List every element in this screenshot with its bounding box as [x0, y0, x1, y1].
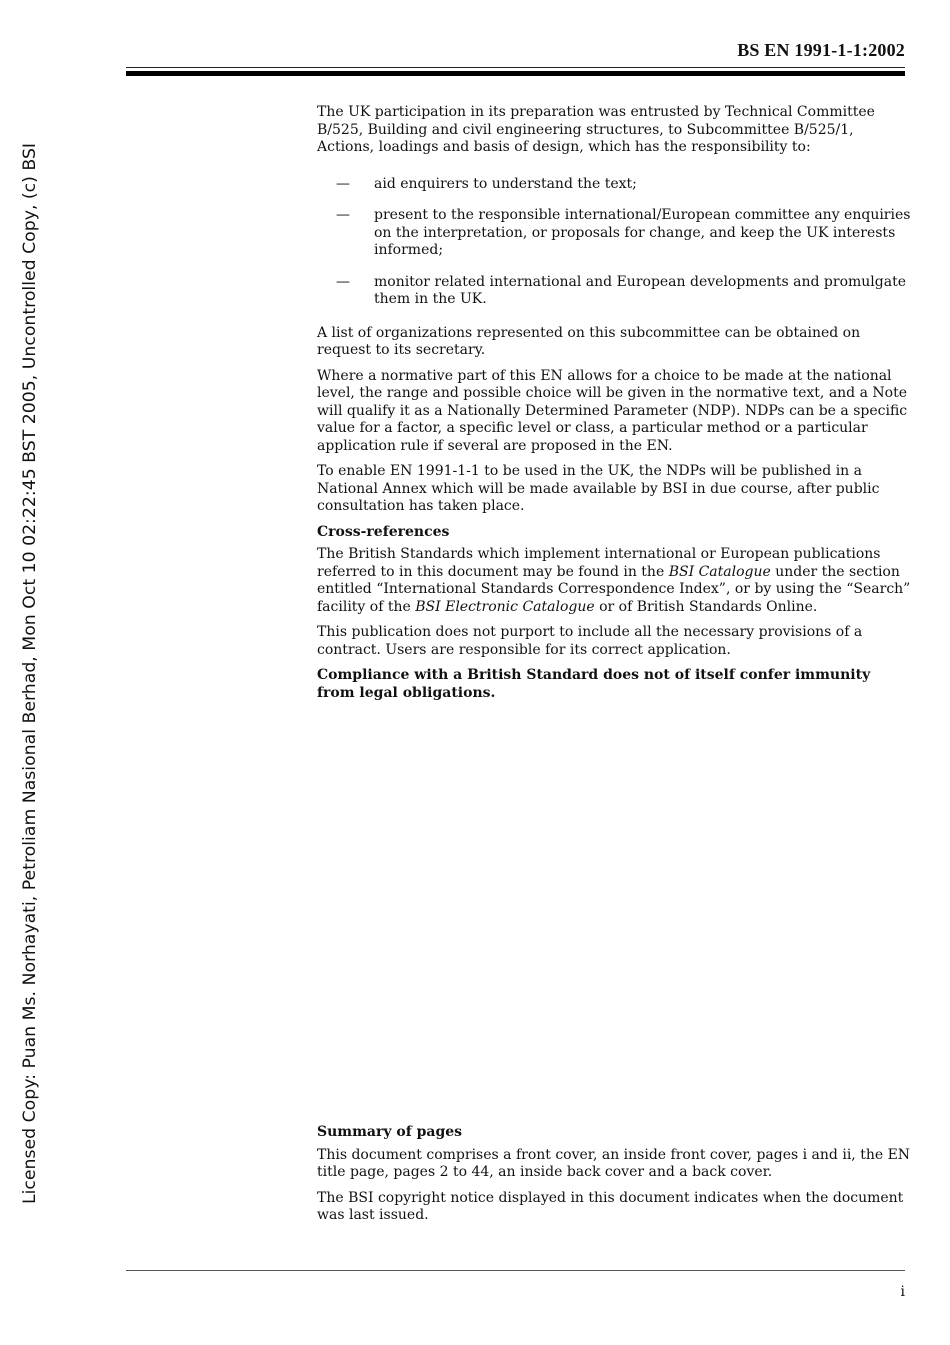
cross-ref-text: or of British Standards Online. [594, 598, 818, 615]
copyright-paragraph: The BSI copyright notice displayed in this document indicates when the document was last issued. [317, 1189, 904, 1223]
dash-bullet: — [336, 207, 350, 223]
responsibility-list [317, 176, 912, 309]
compliance-notice: Compliance with a British Standard does not of itself confer immunity from legal obligations. [317, 667, 871, 701]
cross-ref-text: under the section entitled “International Standards Correspondence Index”, or by using the “Search” facility of the [317, 563, 911, 615]
dash-bullet: — [336, 273, 350, 290]
bsi-electronic-catalogue-title: BSI Electronic Catalogue [415, 598, 595, 615]
cross-references-heading: Cross-references [317, 523, 450, 540]
page-number: i [900, 1284, 905, 1300]
header-rule-thin [126, 67, 905, 68]
cross-references-paragraph [317, 546, 912, 616]
summary-paragraph: This document comprises a front cover, an inside front cover, pages i and ii, the EN title page, pages 2 to 44, an inside back cover and a back cover. [317, 1146, 911, 1180]
list-item [317, 274, 912, 309]
ndp-paragraph: Where a normative part of this EN allows for a choice to be made at the national level, the range and possible choice will be given in the normative text, and a Note will qualify it as a Nationally Determined Parameter (NDP). NDPs can be a specific value for a factor, a specific level or class, a particular method or a particular application rule if several are proposed in the EN. [317, 367, 908, 454]
header-rule-thick [126, 71, 905, 76]
list-item-text: present to the responsible international/European committee any enquiries on the interpretation, or proposals for change, and keep the UK interests informed; [374, 207, 911, 258]
main-content [317, 104, 912, 710]
list-item-text: aid enquirers to understand the text; [374, 175, 637, 192]
summary-heading: Summary of pages [317, 1124, 463, 1140]
national-annex-paragraph: To enable EN 1991-1-1 to be used in the UK, the NDPs will be published in a National Annex which will be made available by BSI in due course, after public consultation has taken place. [317, 463, 880, 514]
organizations-paragraph: A list of organizations represented on this subcommittee can be obtained on request to its secretary. [317, 324, 861, 358]
license-stamp: Licensed Copy: Puan Ms. Norhayati, Petroliam Nasional Berhad, Mon Oct 10 02:22:45 BST 2005, Uncontrolled Copy, (c) BSI [20, 142, 40, 1204]
provisions-paragraph: This publication does not purport to include all the necessary provisions of a contract. Users are responsible for its correct application. [317, 624, 863, 658]
cross-ref-text: The British Standards which implement international or European publications referred to in this document may be found in the [317, 546, 881, 580]
intro-paragraph: The UK participation in its preparation was entrusted by Technical Committee B/525, Building and civil engineering structures, to Subcommittee B/525/1, Actions, loadings and basis of design, which has the responsibility to: [317, 104, 875, 155]
footer-rule [126, 1270, 905, 1271]
list-item [317, 176, 912, 194]
list-item-text: monitor related international and European developments and promulgate them in the UK. [374, 273, 906, 307]
document-id: BS EN 1991-1-1:2002 [737, 40, 905, 60]
list-item [317, 207, 912, 260]
summary-section [317, 1124, 912, 1233]
bsi-catalogue-title: BSI Catalogue [668, 563, 771, 580]
dash-bullet: — [336, 175, 350, 192]
